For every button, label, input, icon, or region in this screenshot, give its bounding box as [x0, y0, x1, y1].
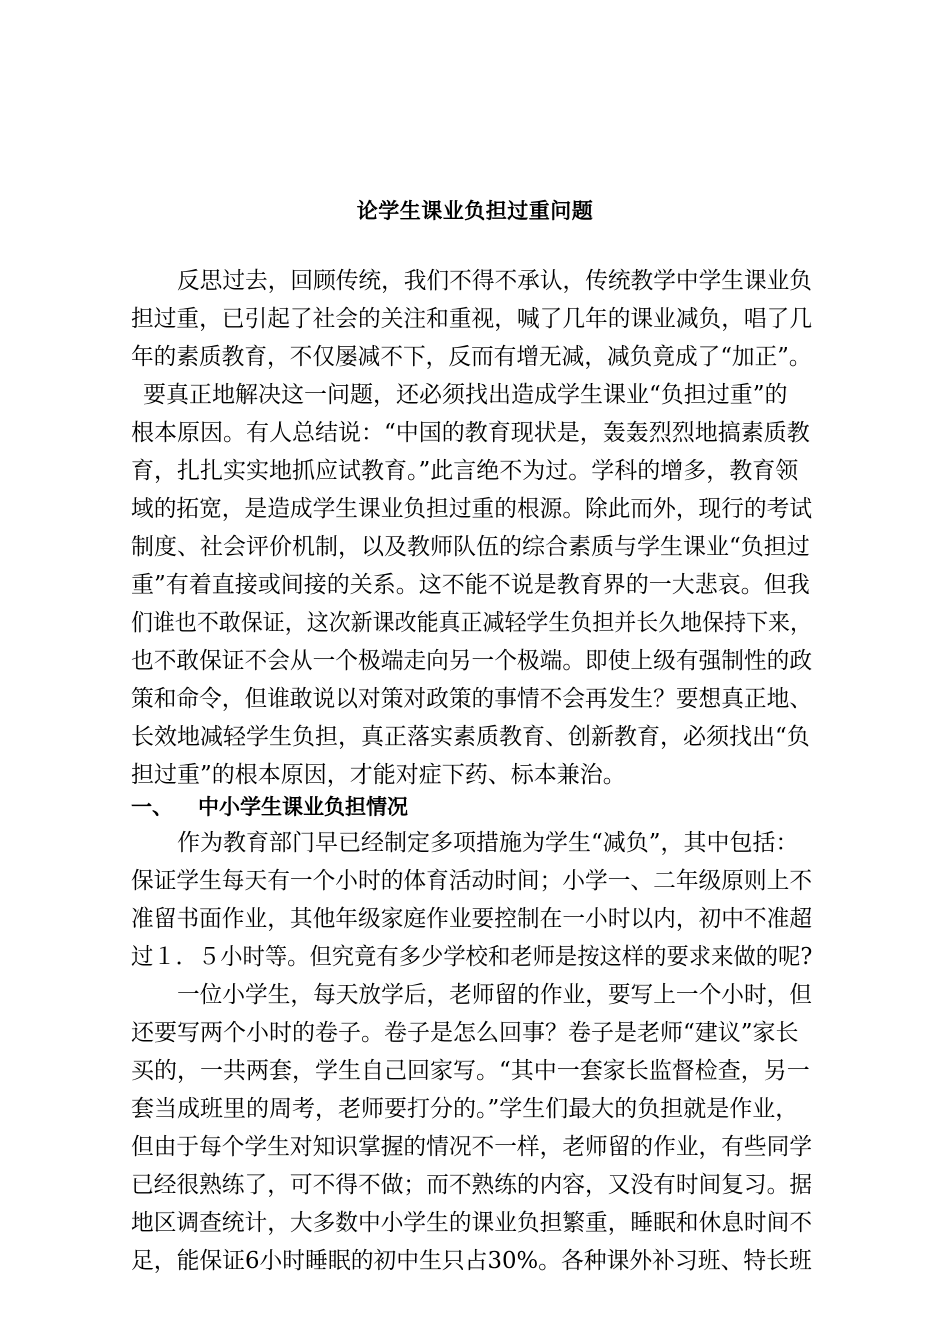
line-text: 担过重，已引起了社会的关注和重视，喊了几年的课业减负，唱了几	[131, 306, 813, 332]
section-number: 一、	[131, 795, 173, 819]
line-text: 足，能保证6小时睡眠的初中生只占30%。各种课外补习班、特长班	[131, 1248, 812, 1274]
line-text: 还要写两个小时的卷子。卷子是怎么回事？卷子是老师“建议”家长	[131, 1020, 799, 1046]
line-text: 也不敢保证不会从一个极端走向另一个极端。即使上级有强制性的政	[131, 648, 813, 674]
line-text: 但由于每个学生对知识掌握的情况不一样，老师留的作业，有些同学	[131, 1134, 813, 1160]
line-text: 已经很熟练了，可不得不做；而不熟练的内容，又没有时间复习。据	[131, 1172, 813, 1198]
line-text: 准留书面作业，其他年级家庭作业要控制在一小时以内，初中不准超	[131, 906, 813, 932]
line-text: 要真正地解决这一问题，还必须找出造成学生课业“负担过重”的	[143, 382, 788, 408]
line-text: 年的素质教育，不仅屡减不下，反而有增无减，减负竟成了“加正”。	[131, 344, 812, 370]
line-text: 地区调查统计，大多数中小学生的课业负担繁重，睡眠和休息时间不	[131, 1210, 813, 1236]
line-text: 根本原因。有人总结说：“中国的教育现状是，轰轰烈烈地搞素质教	[131, 420, 810, 446]
line-text: 保证学生每天有一个小时的体育活动时间；小学一、二年级原则上不	[131, 868, 813, 894]
document-title: 论学生课业负担过重问题	[356, 199, 594, 223]
line-text: 担过重”的根本原因，才能对症下药、标本兼治。	[131, 762, 626, 788]
line-text: 制度、社会评价机制，以及教师队伍的综合素质与学生课业“负担过	[131, 534, 810, 560]
line-text: 作为教育部门早已经制定多项措施为学生“减负”，其中包括：	[177, 830, 799, 856]
section-title: 中小学生课业负担情况	[198, 795, 408, 819]
line-text: 套当成班里的周考，老师要打分的。”学生们最大的负担就是作业，	[131, 1096, 799, 1122]
line-text: 域的拓宽，是造成学生课业负担过重的根源。除此而外，现行的考试	[131, 496, 813, 522]
line-text: 们谁也不敢保证，这次新课改能真正减轻学生负担并长久地保持下来，	[131, 610, 812, 636]
line-text: 一位小学生，每天放学后，老师留的作业，要写上一个小时，但	[177, 982, 812, 1008]
line-text: 买的，一共两套，学生自己回家写。“其中一套家长监督检查，另一	[131, 1058, 810, 1084]
line-text: 重”有着直接或间接的关系。这不能不说是教育界的一大悲哀。但我	[131, 572, 810, 598]
line-text: 育，扎扎实实地抓应试教育。”此言绝不为过。学科的增多，教育领	[131, 458, 799, 484]
line-text: 过１．５小时等。但究竟有多少学校和老师是按这样的要求来做的呢?	[131, 944, 813, 970]
line-text: 反思过去，回顾传统，我们不得不承认，传统教学中学生课业负	[177, 268, 812, 294]
line-text: 长效地减轻学生负担，真正落实素质教育、创新教育，必须找出“负	[131, 724, 810, 750]
line-text: 策和命令，但谁敢说以对策对政策的事情不会再发生？要想真正地、	[131, 686, 813, 712]
